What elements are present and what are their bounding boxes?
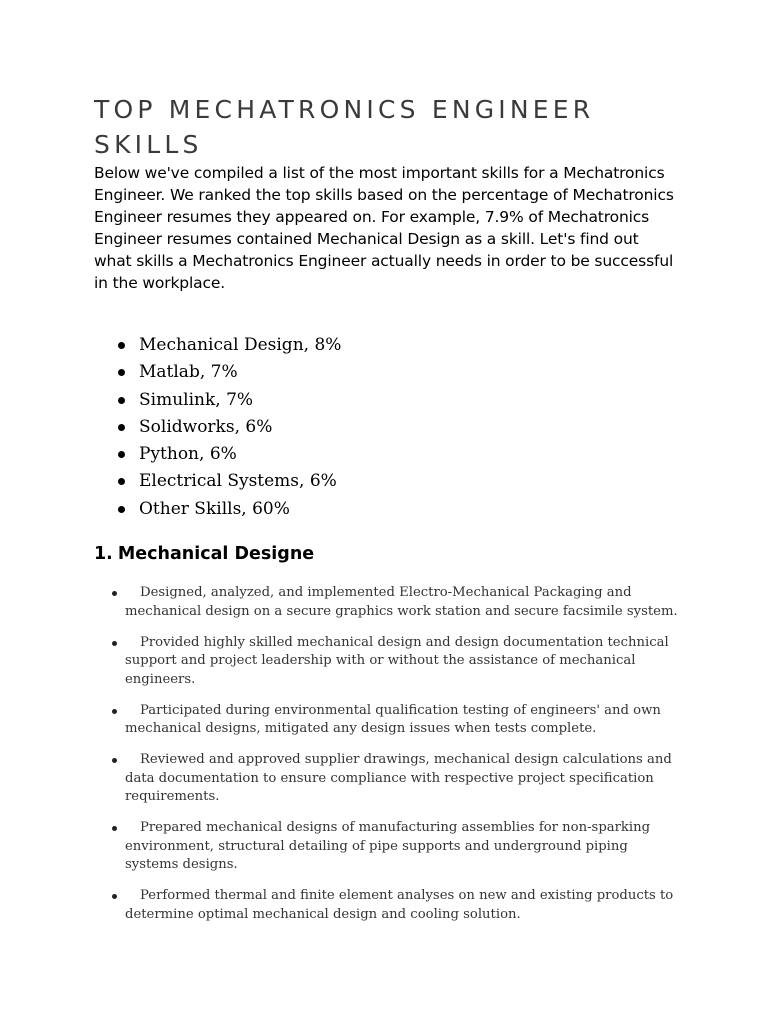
duty-item: Reviewed and approved supplier drawings, mechanical design calculations and data documentation to ensure compliance with respective project specification requirements. xyxy=(125,751,678,807)
skill-item: Simulink, 7% xyxy=(118,387,678,414)
skill-item: Solidworks, 6% xyxy=(118,414,678,441)
page-title: TOP MECHATRONICS ENGINEER SKILLS xyxy=(94,95,595,159)
skills-list xyxy=(94,332,678,523)
skill-item: Electrical Systems, 6% xyxy=(118,468,678,495)
skill-item: Other Skills, 60% xyxy=(118,496,678,523)
skill-item: Mechanical Design, 8% xyxy=(118,332,678,359)
duty-item: Provided highly skilled mechanical design and design documentation technical support and project leadership with or without the assistance of mechanical engineers. xyxy=(125,634,678,690)
skill-item: Matlab, 7% xyxy=(118,359,678,386)
duty-item: Performed thermal and finite element analyses on new and existing products to determine optimal mechanical design and cooling solution. xyxy=(125,887,678,924)
intro-paragraph: Below we've compiled a list of the most important skills for a Mechatronics Engineer. We ranked the top skills based on the percentage of Mechatronics Engineer resumes they appeared on. For example, 7.9% of Mechatronics Engineer resumes contained Mechanical Design as a skill. Let's find out what skills a Mechatronics Engineer actually needs in order to be successful in the workplace. xyxy=(94,164,674,292)
duty-item: Prepared mechanical designs of manufacturing assemblies for non-sparking environment, structural detailing of pipe supports and underground piping systems designs. xyxy=(125,819,678,875)
section-title: Mechanical Designe xyxy=(117,544,315,565)
section-number: 1. xyxy=(94,544,113,565)
skill-item: Python, 6% xyxy=(118,441,678,468)
duties-list xyxy=(94,584,678,924)
section-heading xyxy=(94,542,678,566)
duty-item: Participated during environmental qualification testing of engineers' and own mechanical designs, mitigated any design issues when tests complete. xyxy=(125,702,678,739)
duty-item: Designed, analyzed, and implemented Electro-Mechanical Packaging and mechanical design on a secure graphics work station and secure facsimile system. xyxy=(125,584,678,621)
